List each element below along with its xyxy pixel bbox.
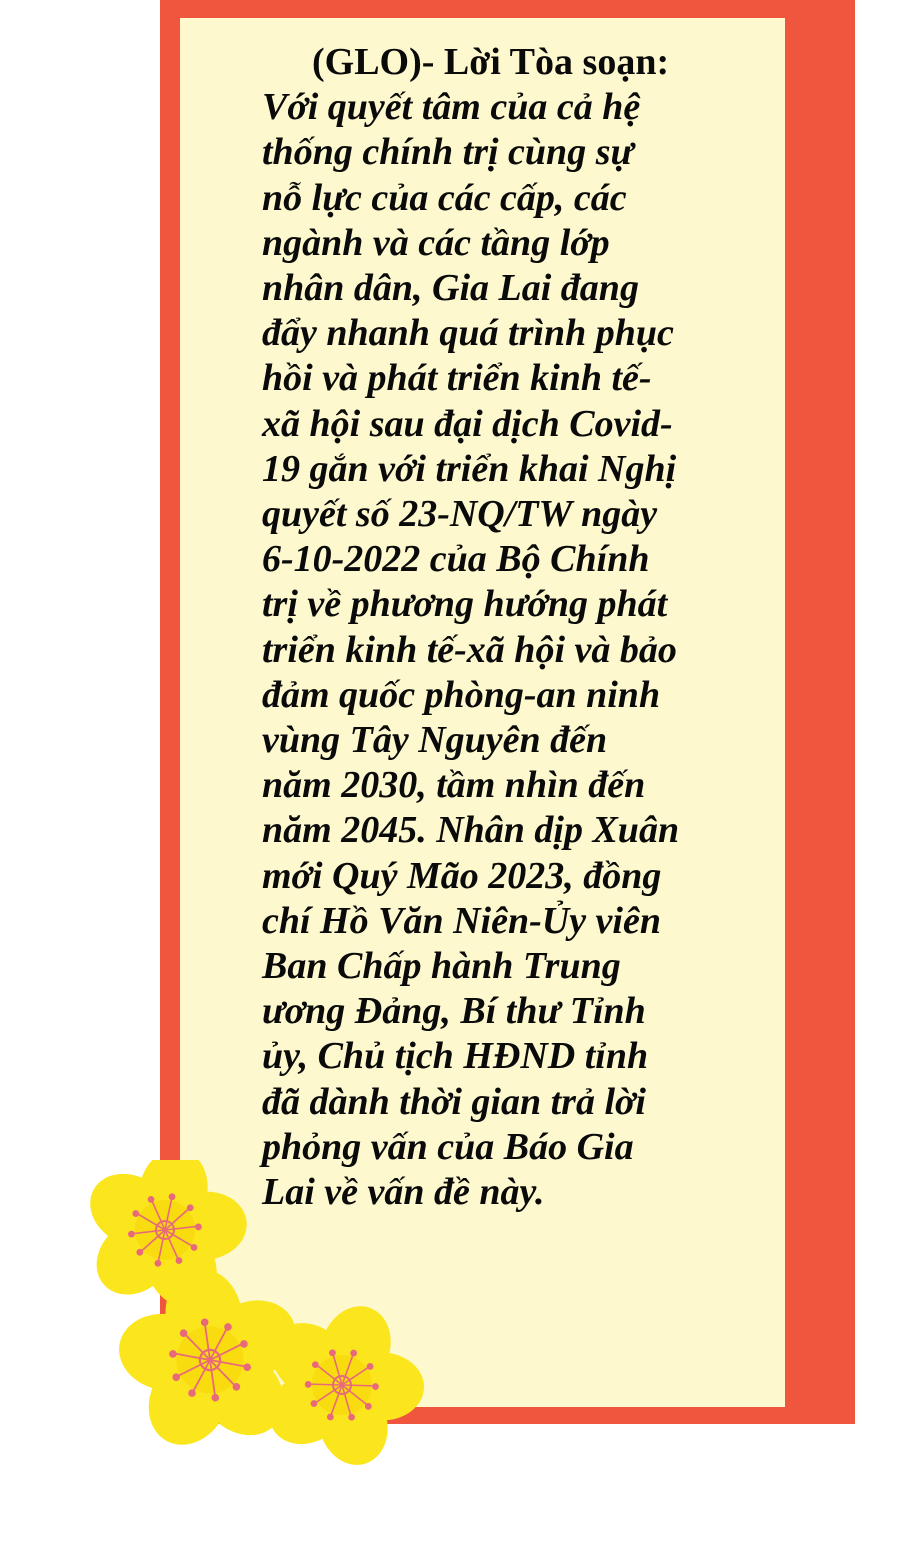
apricot-blossom-decoration xyxy=(80,1160,440,1480)
editorial-label: (GLO)- Lời Tòa soạn: xyxy=(312,41,670,83)
editorial-note xyxy=(262,40,682,1215)
editorial-body: Với quyết tâm của cả hệ thống chính trị cùng sự nỗ lực của các cấp, các ngành và các tầng lớp nhân dân, Gia Lai đang đẩy nhanh quá trình phục hồi và phát triển kinh tế-xã hội sau đại dịch Covid-19 gắn với triển khai Nghị quyết số 23-NQ/TW ngày 6-10-2022 của Bộ Chính trị về phương hướng phát triển kinh tế-xã hội và bảo đảm quốc phòng-an ninh vùng Tây Nguyên đến năm 2030, tầm nhìn đến năm 2045. Nhân dịp Xuân mới Quý Mão 2023, đồng chí Hồ Văn Niên-Ủy viên Ban Chấp hành Trung ương Đảng, Bí thư Tỉnh ủy, Chủ tịch HĐND tỉnh đã dành thời gian trả lời phỏng vấn của Báo Gia Lai về vấn đề này. xyxy=(262,86,680,1214)
